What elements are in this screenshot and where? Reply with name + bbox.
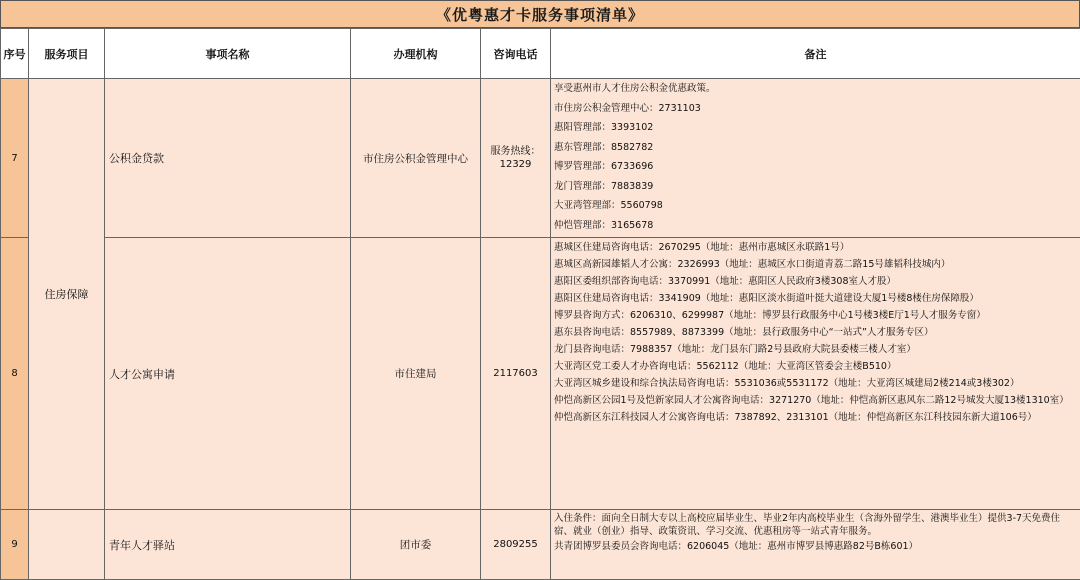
- note-line: 惠城区高新园雄韬人才公寓：2326993（地址：惠城区水口街道青荔二路15号雄韬科技城内）: [554, 256, 1077, 273]
- note-line: 大亚湾区城乡建设和综合执法局咨询电话：5531036或5531172（地址：大亚湾区城建局2楼214或3楼302）: [554, 375, 1077, 392]
- note-line: 龙门管理部：7883839: [554, 178, 1077, 198]
- note-line: 共青团博罗县委员会咨询电话：6206045（地址：惠州市博罗县博惠路82号B栋601）: [554, 539, 1077, 554]
- header-row: [1, 29, 1080, 79]
- note-line: 市住房公积金管理中心：2731103: [554, 100, 1077, 120]
- note-line: 龙门县咨询电话：7988357（地址：龙门县东门路2号县政府大院县委楼三楼人才室）: [554, 341, 1077, 358]
- note-line: 惠阳区住建局咨询电话：3341909（地址：惠阳区淡水街道叶挺大道建设大厦1号楼8楼住房保障股）: [554, 290, 1077, 307]
- category-cell-empty: [29, 510, 105, 580]
- note-line: 仲恺高新区东江科技园人才公寓咨询电话：7387892、2313101（地址：仲恺高新区东江科技园东新大道106号）: [554, 409, 1077, 426]
- item-notes: [551, 238, 1080, 510]
- service-table: [0, 28, 1080, 580]
- tel-line: 12329: [481, 158, 550, 171]
- tel-line: 服务热线：: [481, 145, 550, 158]
- note-line: 仲恺管理部：3165678: [554, 217, 1077, 237]
- note-line: 博罗县咨询方式：6206310、6299987（地址：博罗县行政服务中心1号楼3楼E厅1号人才服务专窗）: [554, 307, 1077, 324]
- header-org: 办理机构: [351, 29, 481, 79]
- item-org: 市住房公积金管理中心: [351, 79, 481, 238]
- header-name: 事项名称: [105, 29, 351, 79]
- item-notes: [551, 79, 1080, 238]
- table-row: [1, 79, 1080, 238]
- note-line: 仲恺高新区公园1号及恺新家园人才公寓咨询电话：3271270（地址：仲恺高新区惠风东二路12号城发大厦13楼1310室）: [554, 392, 1077, 409]
- item-org: 团市委: [351, 510, 481, 580]
- table-row: [1, 238, 1080, 510]
- header-num: 序号: [1, 29, 29, 79]
- item-notes: [551, 510, 1080, 580]
- note-line: 惠城区住建局咨询电话：2670295（地址：惠州市惠城区永联路1号）: [554, 239, 1077, 256]
- row-num: 8: [1, 238, 29, 510]
- header-note: 备注: [551, 29, 1080, 79]
- item-tel: [481, 79, 551, 238]
- note-line: 大亚湾区党工委人才办咨询电话：5562112（地址：大亚湾区管委会主楼B510）: [554, 358, 1077, 375]
- sheet-title: 《优粤惠才卡服务事项清单》: [0, 0, 1080, 28]
- note-line: 惠东管理部：8582782: [554, 139, 1077, 159]
- item-tel: [481, 510, 551, 580]
- note-line: 惠东县咨询电话：8557989、8873399（地址：县行政服务中心“一站式”人才服务专区）: [554, 324, 1077, 341]
- item-name: 青年人才驿站: [105, 510, 351, 580]
- item-name: 公积金贷款: [105, 79, 351, 238]
- note-line: 博罗管理部：6733696: [554, 158, 1077, 178]
- row-num: 7: [1, 79, 29, 238]
- header-tel: 咨询电话: [481, 29, 551, 79]
- item-org: 市住建局: [351, 238, 481, 510]
- tel-line: 2117603: [481, 367, 550, 380]
- header-category: 服务项目: [29, 29, 105, 79]
- category-cell: 住房保障: [29, 79, 105, 510]
- row-num: 9: [1, 510, 29, 580]
- note-line: 惠阳区委组织部咨询电话：3370991（地址：惠阳区人民政府3楼308室人才股）: [554, 273, 1077, 290]
- item-tel: [481, 238, 551, 510]
- note-line: 大亚湾管理部：5560798: [554, 197, 1077, 217]
- item-name: 人才公寓申请: [105, 238, 351, 510]
- note-line: 入住条件：面向全日制大专以上高校应届毕业生、毕业2年内高校毕业生（含海外留学生、港澳毕业生）提供3-7天免费住宿、就业（创业）指导、政策资讯、学习交流、优惠租房等一站式青年服务。: [554, 511, 1077, 539]
- note-line: 享受惠州市人才住房公积金优惠政策。: [554, 80, 1077, 100]
- tel-line: 2809255: [481, 538, 550, 551]
- note-line: 惠阳管理部：3393102: [554, 119, 1077, 139]
- table-row: [1, 510, 1080, 580]
